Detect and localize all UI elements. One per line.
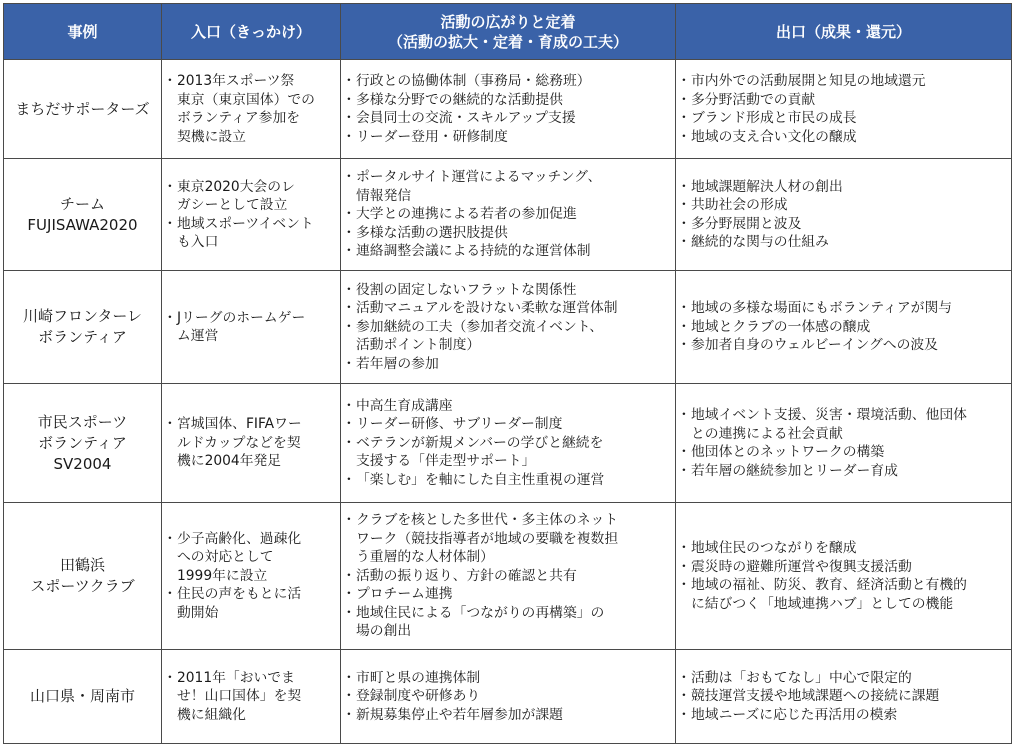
spread-item: ・ 連絡調整会議による持続的な運営体制: [345, 242, 671, 261]
header-spread: [341, 4, 676, 60]
spread-item: ・ 「楽しむ」を軸にした自主性重視の運営: [345, 471, 671, 490]
header-exit: 出口（成果・還元）: [676, 4, 1012, 60]
exit-item: ・ ブランド形成と市民の成長: [680, 109, 1007, 128]
exit-item: ・ 地域の多様な場面にもボランティアが関与: [680, 299, 1007, 318]
spread-item: ・ 参加継続の工夫（参加者交流イベント、: [345, 318, 671, 337]
entry-item: も入口: [177, 234, 219, 250]
entry-item: ルドカップなどを契: [177, 434, 301, 451]
table-row: [4, 384, 1012, 503]
spread-cell: [341, 503, 676, 650]
entry-cell: [162, 503, 341, 650]
case-name-line: SV2004: [53, 454, 112, 473]
exit-item: との連携による社会貢献: [691, 425, 843, 442]
entry-item: 契機に設立: [177, 128, 246, 145]
spread-cell: [341, 384, 676, 503]
spread-item: ・ ベテランが新規メンバーの学びと継続を: [345, 434, 671, 453]
case-name-line: ボランティア: [38, 433, 127, 452]
spread-cell: [341, 60, 676, 159]
entry-item: ・ 地域スポーツイベント: [166, 215, 336, 234]
table-row: [4, 159, 1012, 271]
case-name-line: FUJISAWA2020: [27, 215, 138, 234]
exit-cell: [676, 159, 1012, 271]
table-row: [4, 60, 1012, 159]
entry-item: 機に組織化: [177, 706, 246, 723]
entry-cell: [162, 384, 341, 503]
case-name-cell: [4, 159, 162, 271]
entry-item: ガシーとして設立: [177, 197, 288, 213]
spread-item: 場の創出: [356, 623, 412, 640]
case-name-line: 山口県・周南市: [29, 687, 135, 705]
exit-cell: [676, 271, 1012, 384]
exit-item: ・ 市内外での活動展開と知見の地域還元: [680, 72, 1007, 91]
entry-cell: [162, 60, 341, 159]
spread-item: ・ リーダー研修、サブリーダー制度: [345, 415, 671, 434]
exit-item: ・ 地域ニーズに応じた再活用の模索: [680, 706, 1007, 725]
spread-item: ・ 地域住民による「つながりの再構築」の: [345, 604, 671, 623]
exit-item: ・ 競技運営支援や地域課題への接続に課題: [680, 687, 1007, 706]
entry-item: ・ 2013年スポーツ祭: [166, 72, 336, 91]
spread-cell: [341, 159, 676, 271]
entry-item: ・ 宮城国体、FIFAワー: [166, 415, 336, 434]
exit-item: ・ 共助社会の形成: [680, 196, 1007, 215]
exit-item: ・ 継続的な関与の仕組み: [680, 233, 1007, 252]
entry-item: 動開始: [177, 604, 219, 621]
spread-item: ・ 会員同士の交流・スキルアップ支援: [345, 109, 671, 128]
header-row: [4, 4, 1012, 60]
spread-item: ・ プロチーム連携: [345, 585, 671, 604]
exit-cell: [676, 384, 1012, 503]
spread-item: ・ 役割の固定しないフラットな関係性: [345, 281, 671, 300]
spread-item: ・ 若年層の参加: [345, 355, 671, 374]
case-name-line: 田鶴浜: [59, 556, 105, 574]
spread-item: う重層的な人材体制）: [356, 549, 494, 566]
entry-item: ・ 東京2020大会のレ: [166, 178, 336, 197]
exit-cell: [676, 503, 1012, 650]
exit-item: ・ 他団体とのネットワークの構築: [680, 443, 1007, 462]
case-name-line: 市民スポーツ: [37, 412, 128, 431]
entry-item: ・ 2011年「おいでま: [166, 669, 336, 688]
table-row: [4, 650, 1012, 744]
case-name-cell: [4, 650, 162, 744]
case-table: [3, 3, 1012, 744]
spread-cell: [341, 650, 676, 744]
exit-item: ・ 震災時の避難所運営や復興支援活動: [680, 558, 1007, 577]
exit-item: ・ 地域住民のつながりを醸成: [680, 539, 1007, 558]
entry-item: ボランティア参加を: [177, 110, 301, 126]
spread-item: ワーク（競技指導者が地域の要職を複数担: [356, 530, 619, 547]
spread-item: ・ 活動の振り返り、方針の確認と共有: [345, 567, 671, 586]
exit-item: ・ 活動は「おもてなし」中心で限定的: [680, 669, 1007, 688]
exit-item: に結びつく「地域連携ハブ」としての機能: [691, 595, 954, 612]
spread-item: ・ 新規募集停止や若年層参加が課題: [345, 706, 671, 725]
spread-item: ・ 行政との協働体制（事務局・総務班）: [345, 72, 671, 91]
entry-item: ム運営: [177, 328, 219, 344]
spread-item: ・ 大学との連携による若者の参加促進: [345, 205, 671, 224]
spread-item: ・ 登録制度や研修あり: [345, 687, 671, 706]
exit-item: ・ 若年層の継続参加とリーダー育成: [680, 462, 1007, 481]
spread-item: ・ 市町と県の連携体制: [345, 669, 671, 688]
case-name-line: 川崎フロンターレ: [22, 307, 143, 325]
exit-item: ・ 地域とクラブの一体感の醸成: [680, 318, 1007, 337]
header-case: 事例: [4, 4, 162, 60]
entry-cell: [162, 159, 341, 271]
entry-item: への対応として: [177, 549, 274, 566]
header-spread-line2: （活動の拡大・定着・育成の工夫）: [387, 32, 628, 51]
case-name-line: ボランティア: [38, 328, 127, 346]
spread-item: 活動ポイント制度）: [356, 337, 481, 354]
entry-cell: [162, 650, 341, 744]
entry-cell: [162, 271, 341, 384]
table-row: [4, 271, 1012, 384]
entry-item: せ！山口国体」を契: [177, 688, 302, 705]
exit-item: ・ 地域の福祉、防災、教育、経済活動と有機的: [680, 576, 1007, 595]
header-spread-line1: 活動の広がりと定着: [440, 12, 576, 31]
table-row: [4, 503, 1012, 650]
exit-item: ・ 参加者自身のウェルビーイングへの波及: [680, 336, 1007, 355]
exit-cell: [676, 650, 1012, 744]
exit-item: ・ 多分野展開と波及: [680, 215, 1007, 234]
entry-item: ・ 少子高齢化、過疎化: [166, 530, 336, 549]
header-entry: 入口（きっかけ）: [162, 4, 341, 60]
entry-item: ・ 住民の声をもとに活: [166, 585, 336, 604]
spread-item: ・ 多様な活動の選択肢提供: [345, 224, 671, 243]
case-name-line: まちだサポーターズ: [15, 99, 150, 118]
entry-item: 機に2004年発足: [177, 453, 282, 470]
case-name-cell: [4, 271, 162, 384]
entry-item: ・ Jリーグのホームゲー: [166, 309, 336, 328]
exit-item: ・ 多分野活動での貢献: [680, 91, 1007, 110]
case-name-cell: [4, 503, 162, 650]
spread-item: ・ リーダー登用・研修制度: [345, 128, 671, 147]
spread-cell: [341, 271, 676, 384]
case-name-cell: [4, 60, 162, 159]
exit-item: ・ 地域イベント支援、災害・環境活動、他団体: [680, 406, 1007, 425]
case-name-line: スポーツクラブ: [30, 577, 135, 595]
case-name-line: チーム: [59, 194, 105, 213]
entry-item: 東京（東京国体）での: [177, 91, 315, 108]
spread-item: ・ ポータルサイト運営によるマッチング、: [345, 168, 671, 187]
spread-item: ・ 活動マニュアルを設けない柔軟な運営体制: [345, 299, 671, 318]
spread-item: ・ 中高生育成講座: [345, 397, 671, 416]
exit-item: ・ 地域の支え合い文化の醸成: [680, 128, 1007, 147]
exit-item: ・ 地域課題解決人材の創出: [680, 178, 1007, 197]
case-name-cell: [4, 384, 162, 503]
spread-item: 支援する「伴走型サポート」: [356, 453, 536, 470]
spread-item: 情報発信: [356, 187, 412, 204]
spread-item: ・ 多様な分野での継続的な活動提供: [345, 91, 671, 110]
entry-item: 1999年に設立: [177, 567, 268, 584]
exit-cell: [676, 60, 1012, 159]
spread-item: ・ クラブを核とした多世代・多主体のネット: [345, 511, 671, 530]
